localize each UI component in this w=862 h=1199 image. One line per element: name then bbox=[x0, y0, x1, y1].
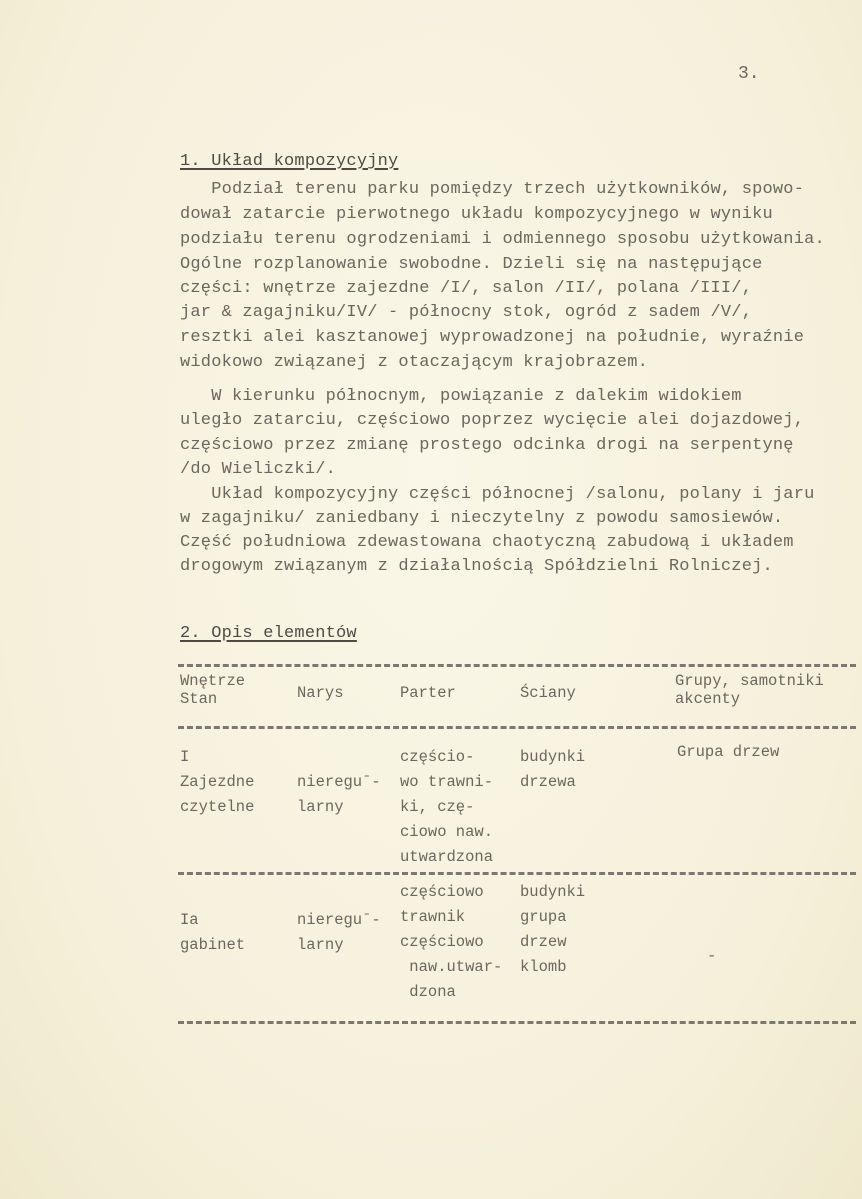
table-header-grupy: Grupy, samotniki akcenty bbox=[675, 672, 824, 708]
table-rule bbox=[178, 726, 856, 729]
table-rule bbox=[178, 872, 856, 875]
page-number: 3. bbox=[738, 64, 760, 84]
table-rule bbox=[178, 664, 856, 667]
body-line: jar & zagajniku/IV/ - północny stok, ogród z sadem /V/, bbox=[180, 303, 753, 322]
body-line: drogowym związanym z działalnością Spółdzielni Rolniczej. bbox=[180, 557, 773, 576]
table-cell: budynki grupa drzew klomb bbox=[520, 883, 586, 976]
table-cell: częścio- wo trawni- ki, czę- ciowo naw. utwardzona bbox=[400, 748, 494, 866]
table-header-wnetrze: Wnętrze Stan bbox=[180, 672, 246, 708]
table-cell: Ia gabinet bbox=[180, 911, 246, 954]
body-line: Ogólne rozplanowanie swobodne. Dzieli się na następujące bbox=[180, 255, 763, 274]
body-line: Część południowa zdewastowana chaotyczną zabudową i układem bbox=[180, 533, 794, 552]
table-cell: Grupa drzew bbox=[677, 743, 780, 761]
body-line: uległo zatarciu, częściowo poprzez wycięcie alei dojazdowej, bbox=[180, 411, 805, 430]
body-line: dował zatarcie pierwotnego układu kompozycyjnego w wyniku bbox=[180, 205, 773, 224]
body-line: W kierunku północnym, powiązanie z dalekim widokiem bbox=[180, 387, 742, 406]
body-line: częściowo przez zmianę prostego odcinka drogi na serpentynę bbox=[180, 436, 794, 455]
table-cell: - bbox=[707, 947, 717, 965]
body-line: widokowo związanej z otaczającym krajobrazem. bbox=[180, 353, 649, 372]
table-header-parter: Parter bbox=[400, 684, 456, 702]
table-rule bbox=[178, 1021, 856, 1024]
body-line: Podział terenu parku pomiędzy trzech użytkowników, spowo- bbox=[180, 180, 805, 199]
table-cell: częściowo trawnik częściowo naw.utwar- dzona bbox=[400, 883, 503, 1001]
body-line: resztki alei kasztanowej wyprowadzonej na południe, wyraźnie bbox=[180, 328, 805, 347]
body-line: Układ kompozycyjny części północnej /salonu, polany i jaru bbox=[180, 485, 815, 504]
section2-heading: 2. Opis elementów bbox=[180, 624, 357, 643]
body-line: w zagajniku/ zaniedbany i nieczytelny z powodu samosiewów. bbox=[180, 509, 784, 528]
body-line: części: wnętrze zajezdne /I/, salon /II/, polana /III/, bbox=[180, 279, 753, 298]
table-header-narys: Narys bbox=[297, 684, 344, 702]
table-cell: niereguˉ- larny bbox=[297, 773, 381, 816]
table-cell: budynki drzewa bbox=[520, 748, 586, 791]
body-line: podziału terenu ogrodzeniami i odmiennego sposobu użytkowania. bbox=[180, 230, 825, 249]
table-cell: niereguˉ- larny bbox=[297, 911, 381, 954]
table-header-sciany: Ściany bbox=[520, 684, 576, 702]
body-line: /do Wieliczki/. bbox=[180, 460, 337, 479]
table-cell: I Zajezdne czytelne bbox=[180, 748, 255, 816]
section1-heading: 1. Układ kompozycyjny bbox=[180, 152, 399, 171]
